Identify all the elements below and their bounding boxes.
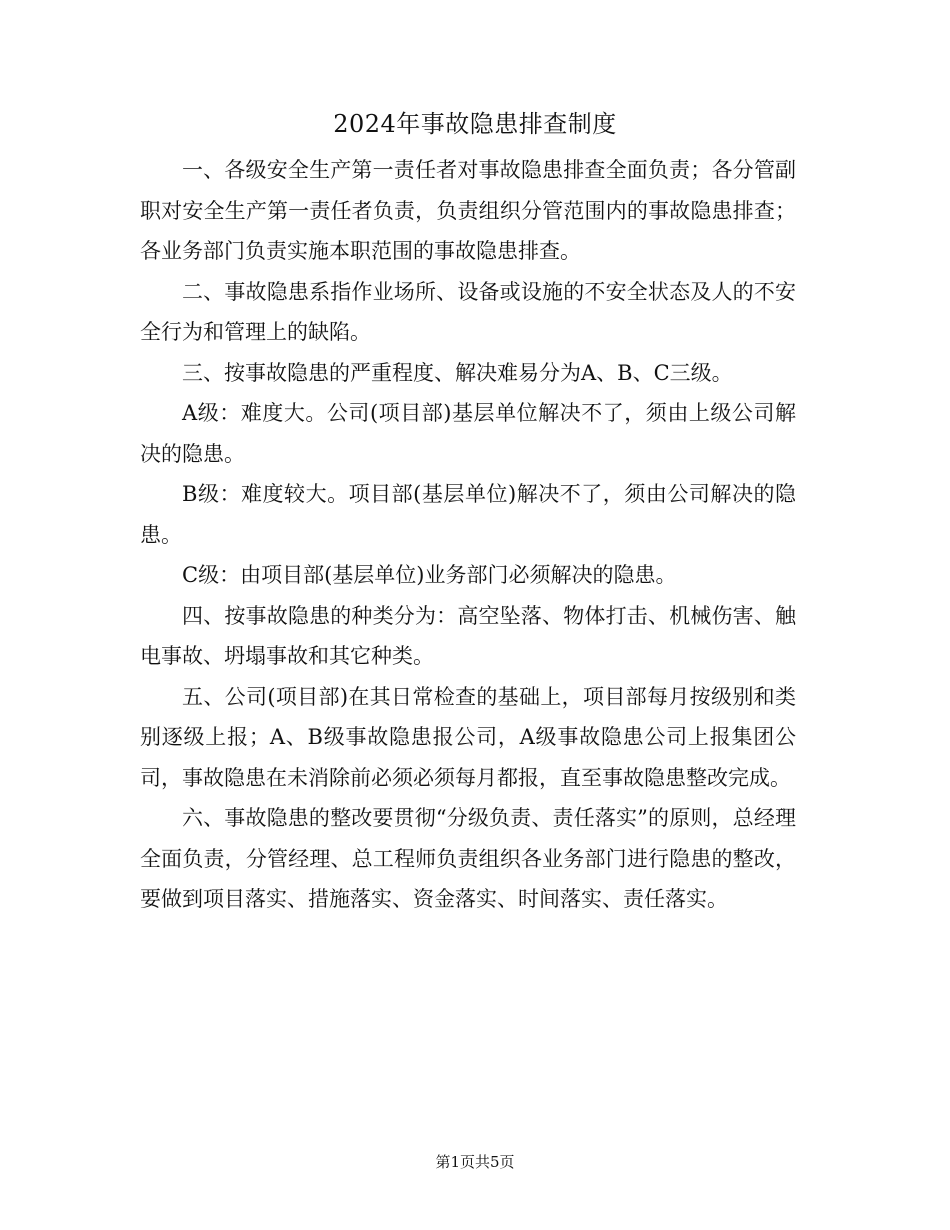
paragraph-1: 一、各级安全生产第一责任者对事故隐患排查全面负责；各分管副职对安全生产第一责任者负责，负责组织分管范围内的事故隐患排查；各业务部门负责实施本职范围的事故隐患排查。	[140, 158, 796, 263]
paragraph-5: 五、公司(项目部)在其日常检查的基础上，项目部每月按级别和类别逐级上报；A、B级事故隐患报公司，A级事故隐患公司上报集团公司，事故隐患在未消除前必须必须每月都报，直至事故隐患整改完成。	[140, 684, 796, 790]
paragraph-level-a: A级：难度大。公司(项目部)基层单位解决不了，须由上级公司解决的隐患。	[140, 401, 796, 466]
paragraph-level-c: C级：由项目部(基层单位)业务部门必须解决的隐患。	[182, 563, 677, 587]
document-body	[140, 150, 796, 920]
paragraph-4: 四、按事故隐患的种类分为：高空坠落、物体打击、机械伤害、触电事故、坍塌事故和其它种类。	[140, 603, 796, 668]
paragraph-3: 三、按事故隐患的严重程度、解决难易分为A、B、C三级。	[182, 360, 733, 385]
paragraph-2: 二、事故隐患系指作业场所、设备或设施的不安全状态及人的不安全行为和管理上的缺陷。	[140, 279, 796, 344]
document-title: 2024年事故隐患排查制度	[333, 110, 617, 138]
paragraph-level-b: B级：难度较大。项目部(基层单位)解决不了，须由公司解决的隐患。	[140, 482, 796, 547]
paragraph-6: 六、事故隐患的整改要贯彻“分级负责、责任落实”的原则，总经理全面负责，分管经理、总工程师负责组织各业务部门进行隐患的整改，要做到项目落实、措施落实、资金落实、时间落实、责任落实。	[140, 806, 796, 911]
page-footer: 第1页共5页	[435, 1153, 515, 1171]
